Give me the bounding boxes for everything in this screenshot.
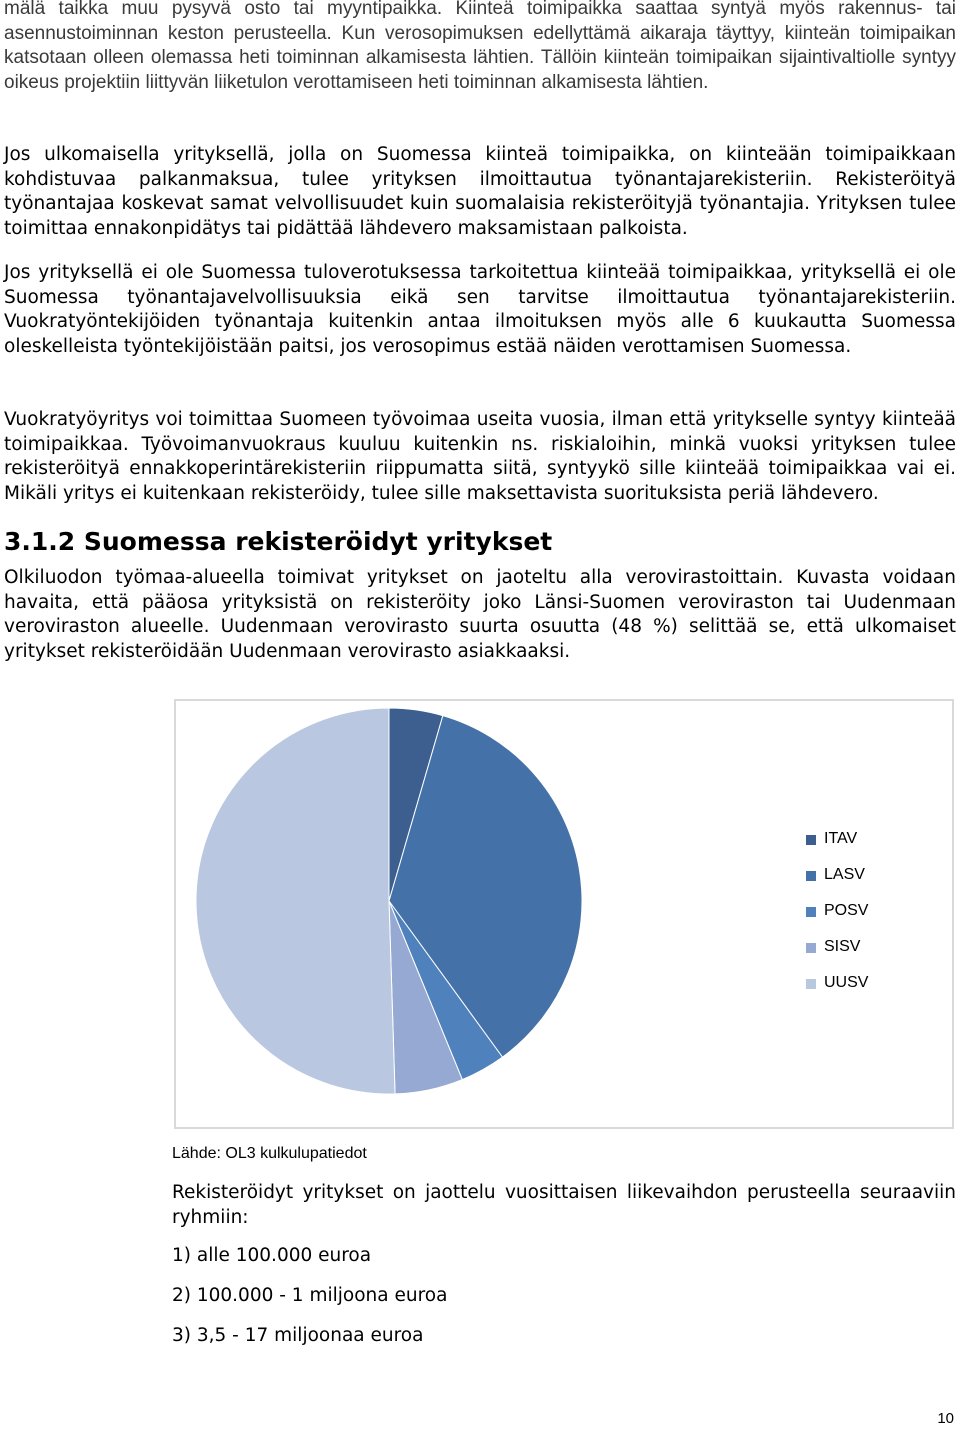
legend-label-uusv: UUSV xyxy=(824,974,869,991)
paragraph-groups-intro: Rekisteröidyt yritykset on jaottelu vuosittaisen liikevaihdon perusteella seuraaviin ryhmiin: xyxy=(172,1182,956,1228)
pie-chart xyxy=(174,699,954,1129)
legend-swatch-lasv xyxy=(806,871,816,881)
paragraph-employer-register: Jos ulkomaisella yrityksellä, jolla on Suomessa kiinteä toimipaikka, on kiinteään toimipaikkaan kohdistuvaa palkanmaksua, tulee yrityksen ilmoittautua työnantajarekisteriin. Rekisteröityä työnantajaa koskevat samat velvollisuudet kuin suomalaisia rekisteröityjä työnantajia. Yrityksen tulee toimittaa ennakonpidätys tai pidättää lähdevero maksamistaan palkoista. xyxy=(4,144,956,239)
list-item-group-2: 2) 100.000 - 1 miljoona euroa xyxy=(172,1285,448,1306)
legend-label-sisv: SISV xyxy=(824,938,861,955)
pie-slice-uusv xyxy=(196,708,395,1094)
legend-swatch-itav xyxy=(806,835,816,845)
legend-swatch-uusv xyxy=(806,979,816,989)
legend-label-lasv: LASV xyxy=(824,866,865,883)
legend-swatch-posv xyxy=(806,907,816,917)
paragraph-tax-offices: Olkiluodon työmaa-alueella toimivat yritykset on jaoteltu alla verovirastoittain. Kuvasta voidaan havaita, että pääosa yrityksistä on rekisteröity joko Länsi-Suomen veroviraston tai Uudenmaan veroviraston alueelle. Uudenmaan verovirasto suurta osuutta (48 %) selittää se, että ulkomaiset yritykset rekisteröidään Uudenmaan verovirasto asiakkaaksi. xyxy=(4,567,956,662)
legend-label-itav: ITAV xyxy=(824,830,858,847)
legend-swatch-sisv xyxy=(806,943,816,953)
paragraph-no-establishment: Jos yrityksellä ei ole Suomessa tuloverotuksessa tarkoitettua kiinteää toimipaikkaa, yrityksellä ei ole Suomessa työnantajavelvollisuuksia eikä sen tarvitse ilmoittautua työnantajarekisteriin. Vuokratyöntekijöiden työnantaja kuitenkin antaa ilmoituksen myös alle 6 kuukautta Suomessa oleskelleista työntekijöistään paitsi, jos verosopimus estää näiden verottamisen Suomessa. xyxy=(4,262,956,357)
paragraph-fixed-establishment: mälä taikka muu pysyvä osto tai myyntipaikka. Kiinteä toimipaikka saattaa syntyä myös rakennus- tai asennustoiminnan keston perusteella. Kun verosopimuksen edellyttämä aikaraja täyttyy, kiinteän toimipaikan katsotaan olleen olemassa heti toiminnan alkamisesta lähtien. Tällöin kiinteän toimipaikan sijaintivaltiolle syntyy oikeus projektiin liittyvän liiketulon verottamiseen heti toiminnan alkamisesta lähtien. xyxy=(4,0,956,93)
paragraph-temp-agency: Vuokratyöyritys voi toimittaa Suomeen työvoimaa useita vuosia, ilman että yritykselle syntyy kiinteää toimipaikkaa. Työvoimanvuokraus kuuluu kuitenkin ns. riskialoihin, minkä vuoksi yrityksen tulee rekisteröityä ennakkoperintärekisteriin riippumatta siitä, syntyykö sille kiinteää toimipaikkaa vai ei. Mikäli yritys ei kuitenkaan rekisteröidy, tulee sille maksettavista suorituksista periä lähdevero. xyxy=(4,409,956,504)
chart-source-caption: Lähde: OL3 kulkulupatiedot xyxy=(172,1145,367,1162)
list-item-group-3: 3) 3,5 - 17 miljoonaa euroa xyxy=(172,1325,424,1346)
section-heading: 3.1.2 Suomessa rekisteröidyt yritykset xyxy=(4,527,553,556)
legend-label-posv: POSV xyxy=(824,902,869,919)
list-item-group-1: 1) alle 100.000 euroa xyxy=(172,1245,372,1266)
page-number: 10 xyxy=(937,1410,954,1427)
